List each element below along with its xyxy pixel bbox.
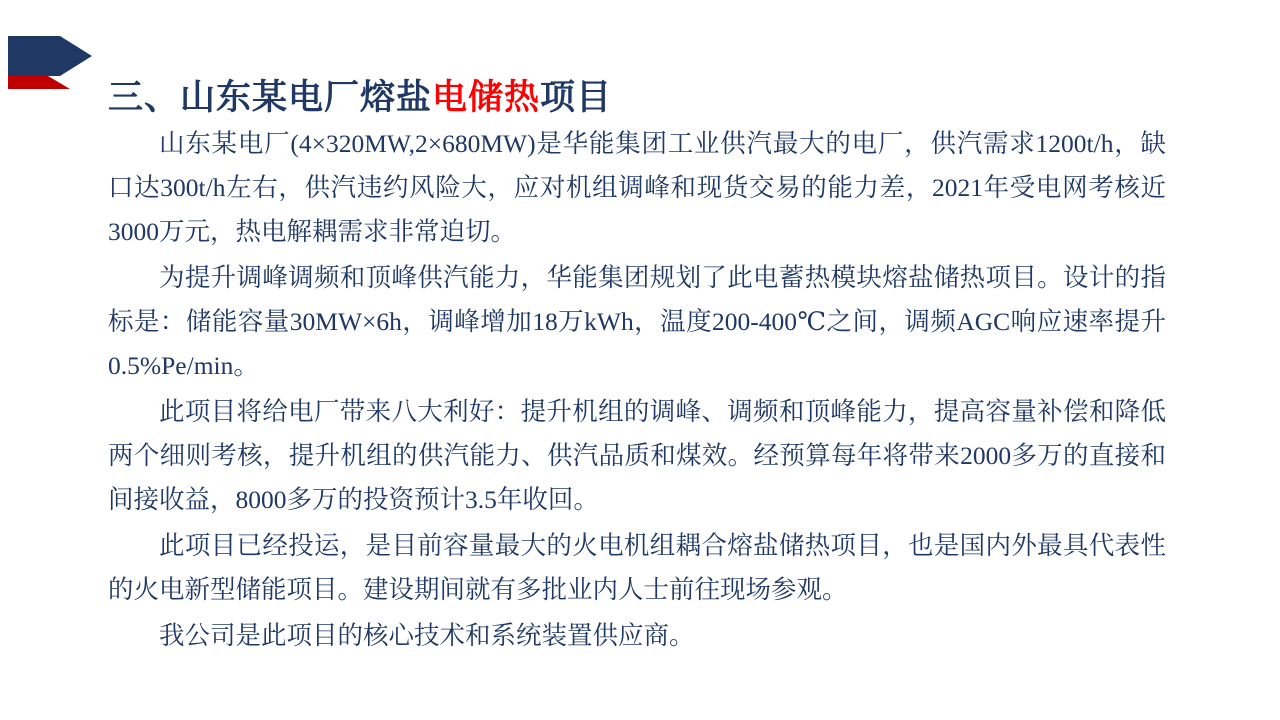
page-title-suffix: 项目: [540, 78, 613, 118]
page-title-prefix: 三、山东某电厂熔盐: [108, 78, 433, 118]
decorative-flag-icon: [8, 36, 94, 94]
page-title: [108, 77, 612, 119]
paragraph-2: 为提升调峰调频和顶峰供汽能力，华能集团规划了此电蓄热模块熔盐储热项目。设计的指标是：储能容量30MW×6h，调峰增加18万kWh，温度200-400℃之间，调频AGC响应速率提升0.5%Pe/min。: [108, 263, 1166, 380]
paragraph-4: 此项目已经投运，是目前容量最大的火电机组耦合熔盐储热项目，也是国内外最具代表性的火电新型储能项目。建设期间就有多批业内人士前往现场参观。: [108, 531, 1166, 604]
body-text-block: [108, 122, 1166, 658]
paragraph-5: 我公司是此项目的核心技术和系统装置供应商。: [159, 621, 695, 650]
page-title-highlight: 电储热: [432, 78, 541, 118]
paragraph-1: 山东某电厂(4×320MW,2×680MW)是华能集团工业供汽最大的电厂，供汽需求1200t/h，缺口达300t/h左右，供汽违约风险大，应对机组调峰和现货交易的能力差，2021年受电网考核近3000万元，热电解耦需求非常迫切。: [108, 129, 1166, 246]
paragraph-3: 此项目将给电厂带来八大利好：提升机组的调峰、调频和顶峰能力，提高容量补偿和降低两个细则考核，提升机组的供汽能力、供汽品质和煤效。经预算每年将带来2000多万的直接和间接收益，8000多万的投资预计3.5年收回。: [108, 397, 1166, 514]
